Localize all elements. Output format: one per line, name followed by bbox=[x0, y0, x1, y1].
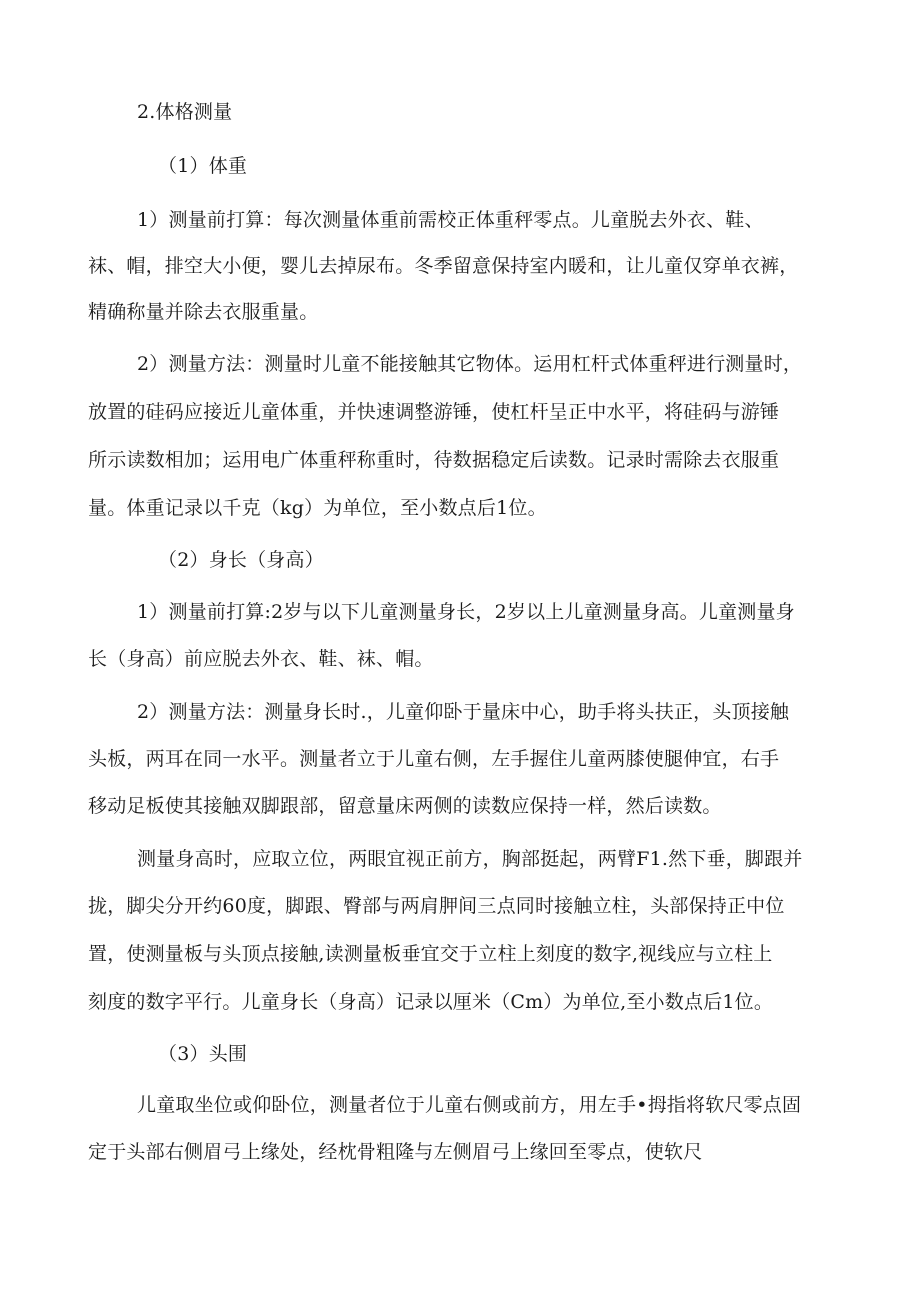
paragraph-line: 袜、帽，排空大小便，婴儿去掉尿布。冬季留意保持室内暖和，让儿童仅穿单衣裤， bbox=[88, 255, 799, 277]
subsection-title-weight: （1）体重 bbox=[158, 155, 248, 177]
paragraph-line: 长（身高）前应脱去外衣、鞋、袜、帽。 bbox=[88, 648, 434, 670]
paragraph-line: 2）测量方法：测量时儿童不能接触其它物体。运用杠杆式体重秤进行测量时， bbox=[137, 353, 803, 375]
paragraph-line: 放置的硅码应接近儿童体重，并快速调整游锤，使杠杆呈正中水平，将硅码与游锤 bbox=[88, 401, 780, 423]
section-heading: 2.体格测量 bbox=[137, 101, 233, 123]
paragraph-line: 移动足板使其接触双脚跟部，留意量床两侧的读数应保持一样，然后读数。 bbox=[88, 795, 722, 817]
paragraph-line: 1）测量前打算：每次测量体重前需校正体重秤零点。儿童脱去外衣、鞋、 bbox=[137, 209, 764, 231]
paragraph-line: 1）测量前打算:2岁与以下儿童测量身长，2岁以上儿童测量身高。儿童测量身 bbox=[137, 601, 795, 623]
paragraph-line: 量。体重记录以千克（kg）为单位，至小数点后1位。 bbox=[88, 497, 547, 519]
paragraph-line: 刻度的数字平行。儿童身长（身高）记录以厘米（Cm）为单位,至小数点后1位。 bbox=[88, 991, 774, 1013]
paragraph-line: 定于头部右侧眉弓上缘处，经枕骨粗隆与左侧眉弓上缘回至零点，使软尺 bbox=[88, 1141, 703, 1163]
paragraph-line: 儿童取坐位或仰卧位，测量者位于儿童右侧或前方，用左手•拇指将软尺零点固 bbox=[137, 1094, 802, 1116]
paragraph-line: 置，使测量板与头顶点接触,读测量板垂宜交于立柱上刻度的数字,视线应与立柱上 bbox=[88, 943, 773, 965]
paragraph-line: 2）测量方法：测量身长时.，儿童仰卧于量床中心，助手将头扶正，头顶接触 bbox=[137, 701, 790, 723]
paragraph-line: 头板，两耳在同一水平。测量者立于儿童右侧，左手握住儿童两膝使腿伸宜，右手 bbox=[88, 748, 780, 770]
paragraph-line: 精确称量并除去衣服重量。 bbox=[88, 301, 319, 323]
paragraph-line: 拢，脚尖分开约60度，脚跟、臀部与两肩胛间三点同时接触立柱，头部保持正中位 bbox=[88, 895, 785, 917]
paragraph-line: 所示读数相加；运用电广体重秤称重时，待数据稳定后读数。记录时需除去衣服重 bbox=[88, 449, 780, 471]
subsection-title-height: （2）身长（身高） bbox=[158, 549, 324, 571]
paragraph-line: 测量身高时，应取立位，两眼宜视正前方，胸部挺起，两臂F1.然下垂，脚跟并 bbox=[137, 848, 803, 870]
subsection-title-head: （3）头围 bbox=[158, 1043, 248, 1065]
